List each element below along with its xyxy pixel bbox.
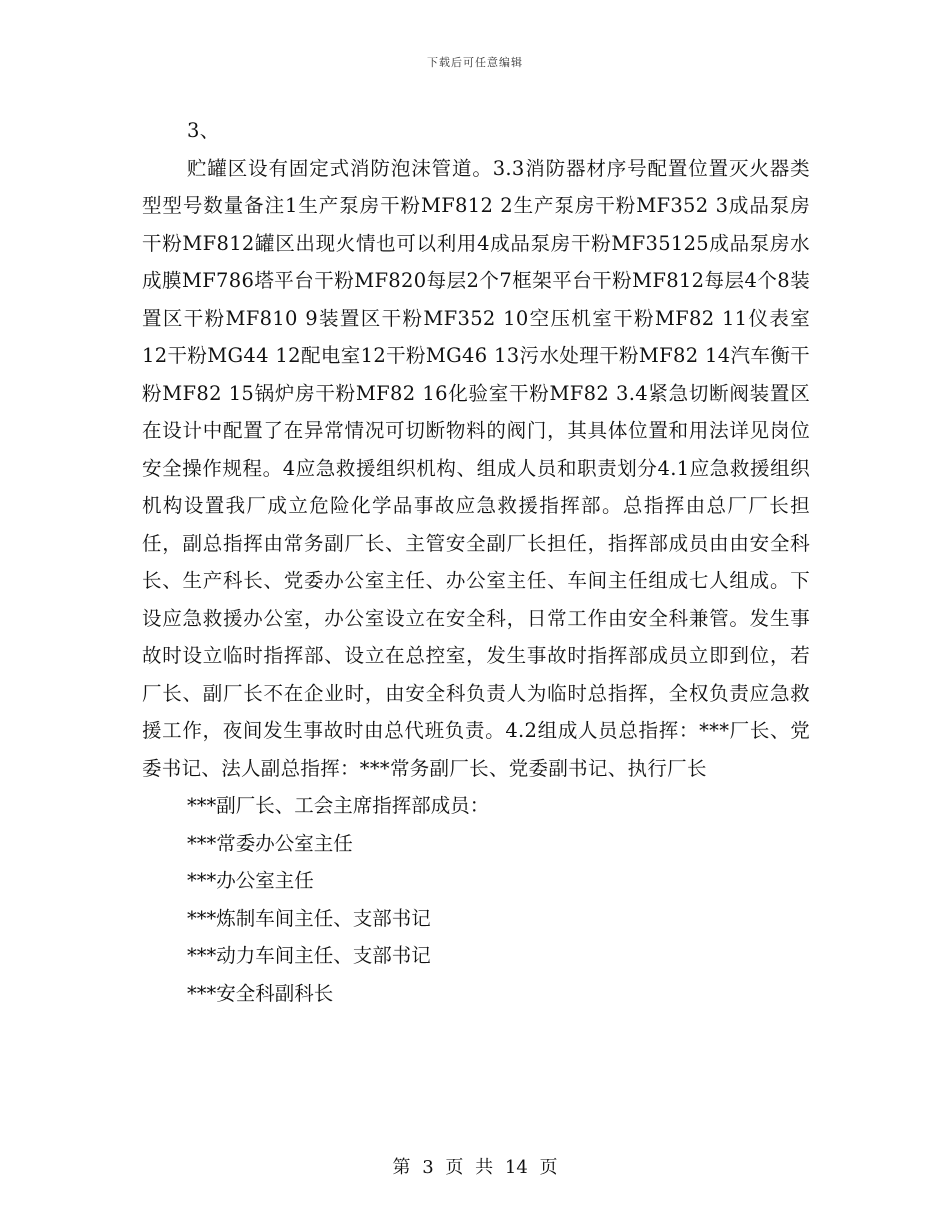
body-paragraph: 贮罐区设有固定式消防泡沫管道。3.3消防器材序号配置位置灭火器类型型号数量备注1生产泵房干粉MF812 2生产泵房干粉MF352 3成品泵房干粉MF812罐区出现火情也可以利用4成品泵房干粉MF35125成品泵房水成膜MF786塔平台干粉MF820每层2个7框架平台干粉MF812每层4个8装置区干粉MF810 9装置区干粉MF352 10空压机室干粉MF82 11仪表室12干粉MG44 12配电室12干粉MG46 13污水处理干粉MF82 14汽车衡干粉MF82 15锅炉房干粉MF82 16化验室干粉MF82 3.4紧急切断阀装置区在设计中配置了在异常情况可切断物料的阀门，其具体位置和用法详见岗位安全操作规程。4应急救援组织机构、组成人员和职责划分4.1应急救援组织机构设置我厂成立危险化学品事故应急救援指挥部。总指挥由总厂厂长担任，副总指挥由常务副厂长、主管安全副厂长担任，指挥部成员由由安全科长、生产科长、党委办公室主任、办公室主任、车间主任组成七人组成。下设应急救援办公室，办公室设立在安全科，日常工作由安全科兼管。发生事故时设立临时指挥部、设立在总控室，发生事故时指挥部成员立即到位，若厂长、副厂长不在企业时，由安全科负责人为临时总指挥，全权负责应急救援工作，夜间发生事故时由总代班负责。4.2组成人员总指挥：***厂长、党委书记、法人副总指挥：***常务副厂长、党委副书记、执行厂长 [142,156,810,780]
current-page-number: 3 [422,1157,434,1178]
member-line: ***常委办公室主任 [187,831,353,855]
total-page-count: 14 [504,1157,528,1178]
member-line: ***安全科副科长 [187,981,334,1005]
member-line: ***动力车间主任、支部书记 [187,944,431,967]
footer-total-word: 共 [475,1157,494,1178]
member-line: ***副厂长、工会主席指挥部成员： [187,794,490,817]
footer-suffix: 页 [539,1157,558,1178]
member-line: ***炼制车间主任、支部书记 [187,906,431,930]
document-body [142,112,810,1012]
page-footer [0,1153,950,1179]
member-line: ***办公室主任 [187,869,314,892]
section-heading: 3、 [187,119,220,142]
footer-page-word: 页 [445,1157,464,1178]
footer-prefix: 第 [392,1157,411,1178]
page-header: 下载后可任意编辑 [427,56,523,69]
